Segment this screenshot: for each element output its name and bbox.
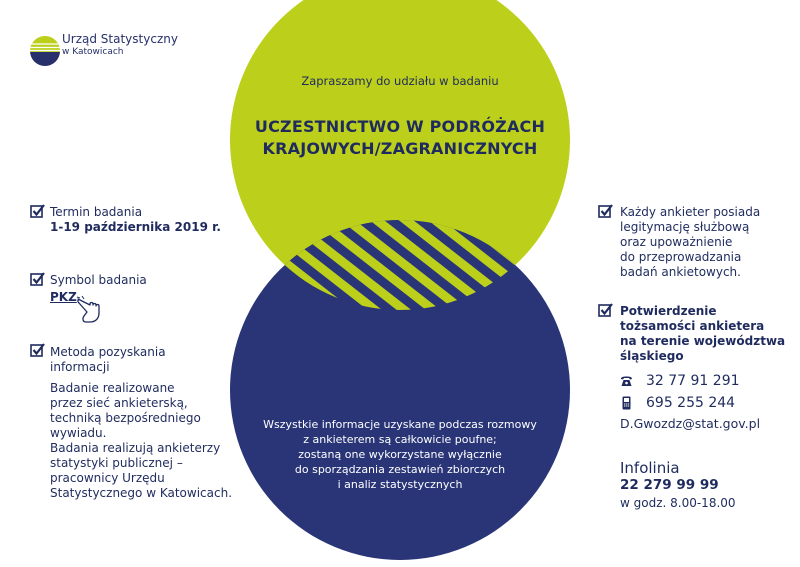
confidentiality-text: Wszystkie informacje uzyskane podczas rozmowy z ankieterem są całkowicie poufne; zostaną one wykorzystane wyłącznie do sporządzania zestawień zbiorczych i analiz statystycznych [263,418,537,491]
checkbox-checked-icon [30,272,45,287]
telephone-icon [620,376,633,387]
checkbox-checked-icon [30,204,45,219]
metoda-label-line2: informacji [50,360,110,374]
checkbox-checked-icon [30,343,45,358]
symbol-value: PKZ [50,290,77,304]
logo-name: Urząd Statystyczny [62,32,178,46]
email-address[interactable]: D.Gwozdz@stat.gov.pl [620,416,761,431]
potwierdzenie-heading: Potwierdzenie tożsamości ankietera na terenie województwa śląskiego [620,304,786,363]
pointing-hand-icon [76,293,110,325]
checkbox-checked-icon [598,303,613,318]
logo-subtitle: w Katowicach [62,47,124,57]
metoda-label-line1: Metoda pozyskania [50,345,166,359]
ankieter-info: Każdy ankieter posiada legitymację służbową oraz upoważnienie do przeprowadzania badań ankietowych. [620,205,761,279]
mobile-phone-icon [622,396,631,410]
infolinia-number[interactable]: 22 279 99 99 [620,477,719,493]
survey-title-line2: KRAJOWYCH/ZAGRANICZNYCH [262,139,538,158]
infolinia-label: Infolinia [620,459,680,477]
termin-value: 1-19 października 2019 r. [50,220,221,234]
phone-mobile: 695 255 244 [646,395,736,411]
phone-landline: 32 77 91 291 [646,373,740,389]
checkbox-checked-icon [598,204,613,219]
symbol-label: Symbol badania [50,273,147,287]
invite-text: Zapraszamy do udziału w badaniu [301,74,499,88]
infolinia-hours: w godz. 8.00-18.00 [620,496,736,510]
termin-label: Termin badania [50,205,143,219]
survey-title-line1: UCZESTNICTWO W PODRÓŻACH [254,117,546,136]
metoda-description: Badanie realizowane przez sieć ankieterską, techniką bezpośredniego wywiadu. Badania realizują ankieterzy statystyki publicznej – pracownicy Urzędu Statystycznego w Katowicach. [50,381,233,500]
